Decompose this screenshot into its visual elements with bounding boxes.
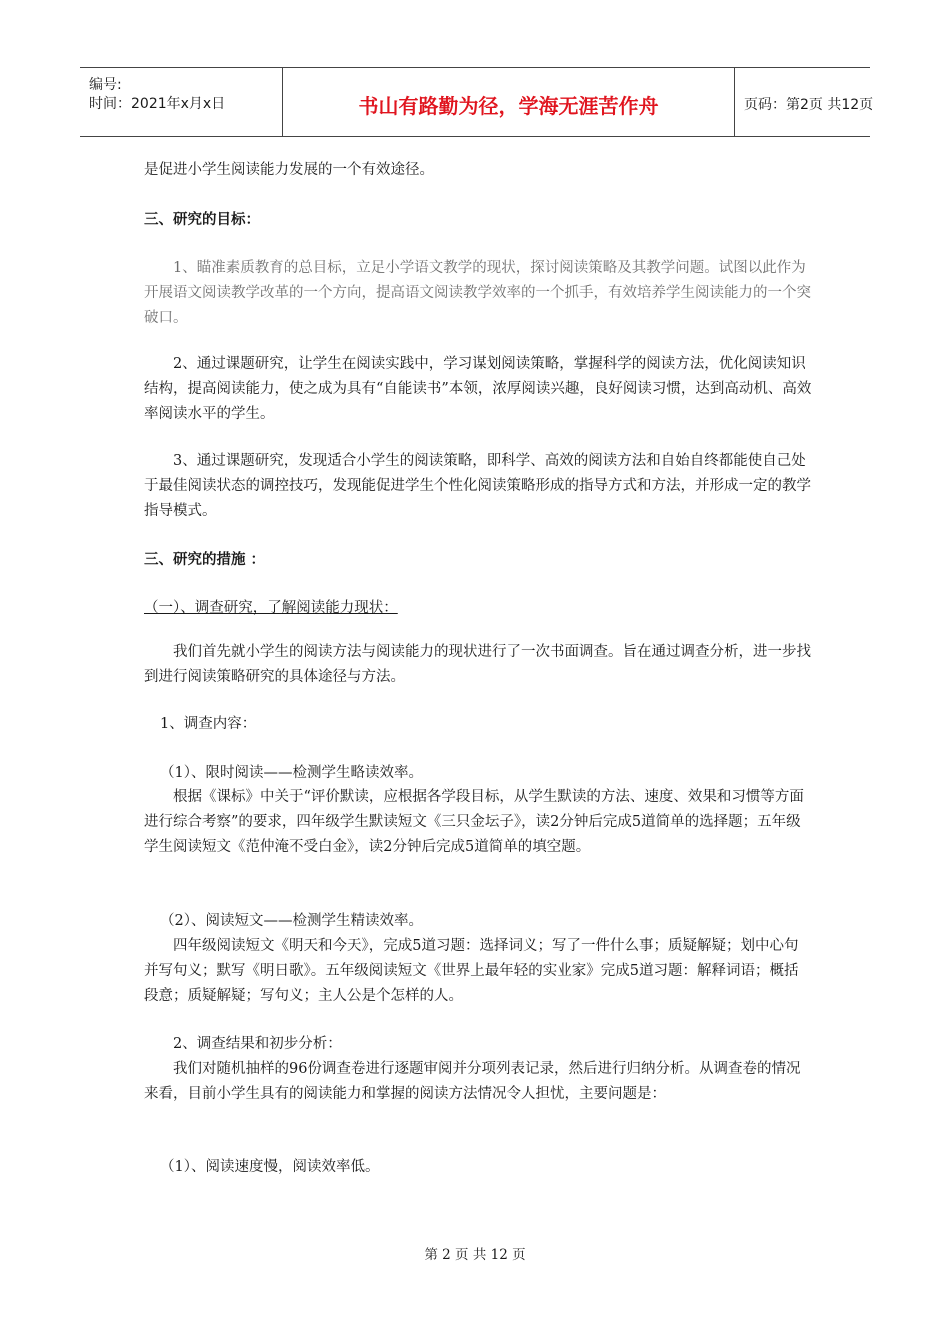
page-footer: 第 2 页 共 12 页 [424,1247,526,1263]
header-center-cell [283,68,735,136]
result-body: 我们对随机抽样的96份调查卷进行逐题审阅并分项列表记录，然后进行归纳分析。从调查卷的情况来看，目前小学生具有的阅读能力和掌握的阅读方法情况令人担忧，主要问题是： [144,1061,801,1102]
survey-intro-paragraph: 我们首先就小学生的阅读方法与阅读能力的现状进行了一次书面调查。旨在通过调查分析，进一步找到进行阅读策略研究的具体途径与方法。 [144,644,811,685]
survey-content-heading: 1、调查内容： [160,716,257,732]
result-heading: 2、调查结果和初步分析： [173,1036,342,1052]
item-1-title: （1）、限时阅读——检测学生略读效率。 [160,765,423,781]
header-motto: 书山有路勤为径，学海无涯苦作舟 [358,94,659,118]
header-right-cell [735,68,874,136]
heading-research-measures: 三、研究的措施 ： [144,551,266,568]
subheading-survey: （一）、调查研究，了解阅读能力现状： [144,600,398,616]
header-page-label: 页码：第2页 共12页 [744,97,874,113]
problem-1: （1）、阅读速度慢，阅读效率低。 [160,1159,380,1175]
goal-3-paragraph: 3、通过课题研究，发现适合小学生的阅读策略，即科学、高效的阅读方法和自始自终都能使自己处于最佳阅读状态的调控技巧，发现能促进学生个性化阅读策略形成的指导方式和方法，并形成一定的教学指导模式。 [144,453,811,519]
document-number-label: 编号: [89,77,122,93]
goal-1-paragraph: 1、瞄准素质教育的总目标，立足小学语文教学的现状，探讨阅读策略及其教学问题。试图以此作为开展语文阅读教学改革的一个方向，提高语文阅读教学效率的一个抓手，有效培养学生阅读能力的一个突破口。 [144,260,811,326]
header-left-cell [80,68,283,136]
item-2-body: 四年级阅读短文《明天和今天》，完成5道习题：选择词义；写了一件什么事；质疑解疑；划中心句并写句义；默写《明日歌》。五年级阅读短文《世界上最年轻的实业家》完成5道习题：解释词语；概括段意；质疑解疑；写句义；主人公是个怎样的人。 [144,938,799,1004]
goal-2-paragraph: 2、通过课题研究，让学生在阅读实践中，学习谋划阅读策略，掌握科学的阅读方法，优化阅读知识结构，提高阅读能力，使之成为具有“自能读书”本领，浓厚阅读兴趣，良好阅读习惯，达到高动机、高效率阅读水平的学生。 [144,356,812,422]
header-table [80,67,874,137]
heading-research-goals: 三、研究的目标： [144,211,260,228]
document-time-label: 时间：2021年x月x日 [89,96,226,112]
paragraph-intro-end: 是促进小学生阅读能力发展的一个有效途径。 [144,162,434,178]
item-2-title: （2）、阅读短文——检测学生精读效率。 [160,913,423,929]
item-1-body: 根据《课标》中关于“评价默读，应根据各学段目标，从学生默读的方法、速度、效果和习惯等方面进行综合考察”的要求，四年级学生默读短文《三只金坛子》，读2分钟后完成5道简单的选择题；五年级学生阅读短文《范仲淹不受白金》，读2分钟后完成5道简单的填空题。 [144,789,804,855]
